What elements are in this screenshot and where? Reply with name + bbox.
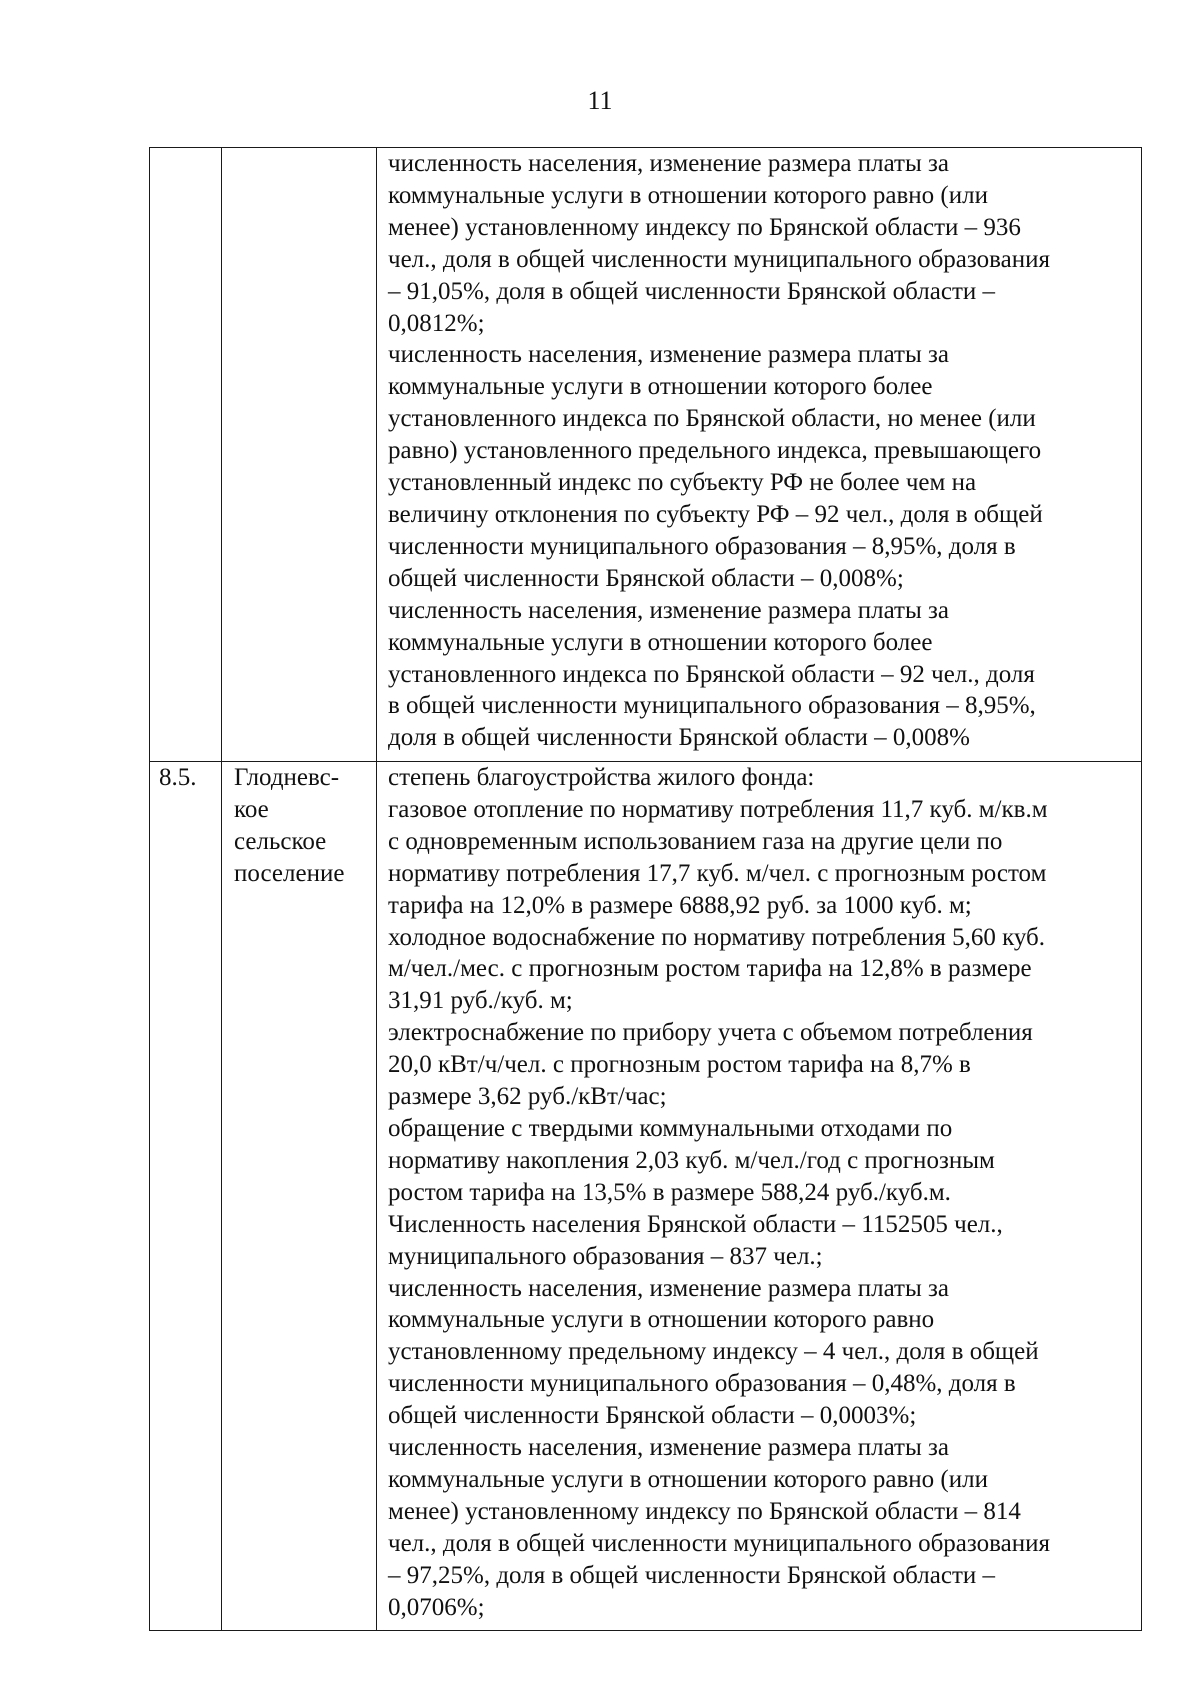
text-line: тарифа на 12,0% в размере 6888,92 руб. за 1000 куб. м; bbox=[388, 891, 972, 919]
name-line: кое bbox=[234, 795, 269, 823]
text-line: менее) установленному индексу по Брянской области – 814 bbox=[388, 1497, 1021, 1525]
text-line: численность населения, изменение размера платы за bbox=[388, 596, 949, 624]
text-line: доля в общей численности Брянской области – 0,008% bbox=[388, 724, 970, 752]
text-line: установленный индекс по субъекту РФ не более чем на bbox=[388, 469, 977, 497]
text-line: чел., доля в общей численности муниципального образования bbox=[388, 245, 1050, 273]
text-line: нормативу накопления 2,03 куб. м/чел./год с прогнозным bbox=[388, 1146, 995, 1174]
settlement-name-cell bbox=[222, 148, 377, 762]
row-number-cell bbox=[150, 148, 222, 762]
text-line: коммунальные услуги в отношении которого более bbox=[388, 628, 933, 656]
text-line: Численность населения Брянской области – 1152505 чел., bbox=[388, 1210, 1003, 1238]
text-line: менее) установленному индексу по Брянской области – 936 bbox=[388, 213, 1021, 241]
text-line: холодное водоснабжение по нормативу потребления 5,60 куб. bbox=[388, 923, 1046, 951]
text-line: электроснабжение по прибору учета с объемом потребления bbox=[388, 1019, 1033, 1047]
page-number: 11 bbox=[587, 86, 613, 115]
text-line: коммунальные услуги в отношении которого более bbox=[388, 373, 933, 401]
text-line: размере 3,62 руб./кВт/час; bbox=[388, 1083, 667, 1111]
text-line: в общей численности муниципального образования – 8,95%, bbox=[388, 692, 1036, 720]
text-line: численности муниципального образования – 8,95%, доля в bbox=[388, 532, 1016, 560]
text-line: коммунальные услуги в отношении которого равно (или bbox=[388, 1465, 988, 1493]
settlement-name-cell bbox=[222, 762, 377, 1631]
text-line: – 91,05%, доля в общей численности Брянской области – bbox=[388, 277, 995, 305]
text-line: – 97,25%, доля в общей численности Брянской области – bbox=[388, 1561, 995, 1589]
text-line: общей численности Брянской области – 0,0003%; bbox=[388, 1402, 917, 1430]
text-line: нормативу потребления 17,7 куб. м/чел. с прогнозным ростом bbox=[388, 859, 1047, 887]
text-line: коммунальные услуги в отношении которого равно (или bbox=[388, 181, 988, 209]
text-line: установленного индекса по Брянской области – 92 чел., доля bbox=[388, 660, 1035, 688]
text-line: обращение с твердыми коммунальными отходами по bbox=[388, 1114, 953, 1142]
name-line: поселение bbox=[234, 859, 345, 887]
text-line: численность населения, изменение размера платы за bbox=[388, 1274, 949, 1302]
text-line: 0,0706%; bbox=[388, 1593, 485, 1621]
text-line: численность населения, изменение размера платы за bbox=[388, 341, 949, 369]
table-row bbox=[150, 762, 1142, 1631]
text-line: газовое отопление по нормативу потребления 11,7 куб. м/кв.м bbox=[388, 795, 1048, 823]
table-row bbox=[150, 148, 1142, 762]
text-line: величину отклонения по субъекту РФ – 92 чел., доля в общей bbox=[388, 500, 1043, 528]
text-line: численности муниципального образования – 0,48%, доля в bbox=[388, 1370, 1016, 1398]
text-line: установленного индекса по Брянской области, но менее (или bbox=[388, 405, 1036, 433]
text-line: установленному предельному индексу – 4 чел., доля в общей bbox=[388, 1338, 1039, 1366]
name-line: сельское bbox=[234, 827, 327, 855]
text-line: ростом тарифа на 13,5% в размере 588,24 руб./куб.м. bbox=[388, 1178, 951, 1206]
row-text-cell bbox=[377, 148, 1142, 762]
row-number-cell: 8.5. bbox=[150, 762, 222, 1631]
text-line: муниципального образования – 837 чел.; bbox=[388, 1242, 823, 1270]
document-table bbox=[149, 147, 1142, 1631]
text-line: численность населения, изменение размера платы за bbox=[388, 150, 949, 177]
text-line: 20,0 кВт/ч/чел. с прогнозным ростом тарифа на 8,7% в bbox=[388, 1051, 971, 1079]
text-line: общей численности Брянской области – 0,008%; bbox=[388, 564, 904, 592]
text-line: чел., доля в общей численности муниципального образования bbox=[388, 1529, 1050, 1557]
row-text-cell bbox=[377, 762, 1142, 1631]
text-line: с одновременным использованием газа на другие цели по bbox=[388, 827, 1003, 855]
text-line: численность населения, изменение размера платы за bbox=[388, 1434, 949, 1462]
text-line: равно) установленного предельного индекса, превышающего bbox=[388, 437, 1042, 465]
text-line: м/чел./мес. с прогнозным ростом тарифа на 12,8% в размере bbox=[388, 955, 1032, 983]
text-line: степень благоустройства жилого фонда: bbox=[388, 764, 815, 791]
text-line: 31,91 руб./куб. м; bbox=[388, 987, 573, 1015]
text-line: коммунальные услуги в отношении которого равно bbox=[388, 1306, 935, 1334]
name-line: Глодневс- bbox=[234, 764, 340, 791]
text-line: 0,0812%; bbox=[388, 309, 485, 337]
